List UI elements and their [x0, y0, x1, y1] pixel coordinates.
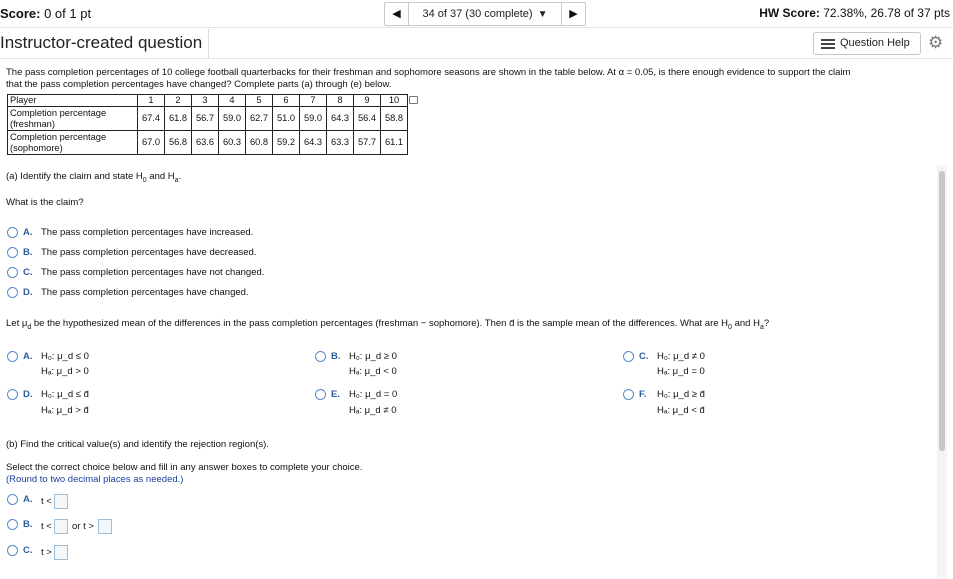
critical-option-c-radio[interactable]	[7, 545, 18, 556]
list-icon	[821, 39, 835, 49]
critical-b-lower-input[interactable]	[54, 519, 68, 534]
sophomore-cell: 63.6	[192, 131, 219, 155]
hyp-option-f-h0: H₀: μ_d ≥ d̄	[657, 389, 705, 400]
hyp-option-e-h0: H₀: μ_d = 0	[349, 389, 398, 400]
freshman-label: Completion percentage (freshman)	[8, 107, 138, 131]
claim-option-d-letter: D.	[23, 287, 33, 298]
part-b-rounding-note: (Round to two decimal places as needed.)	[6, 474, 184, 485]
claim-option-d-text: The pass completion percentages have changed.	[41, 287, 249, 298]
hyp-option-e-ha: Hₐ: μ_d ≠ 0	[349, 405, 397, 416]
freshman-cell: 59.0	[219, 107, 246, 131]
claim-option-c-letter: C.	[23, 267, 33, 278]
freshman-cell: 59.0	[300, 107, 327, 131]
freshman-cell: 64.3	[327, 107, 354, 131]
top-bar	[0, 0, 953, 28]
hyp-option-f-letter: F.	[639, 389, 647, 400]
sophomore-cell: 60.8	[246, 131, 273, 155]
critical-option-a-text: t <	[41, 496, 52, 507]
claim-option-c-text: The pass completion percentages have not changed.	[41, 267, 265, 278]
hyp-option-a-ha: Hₐ: μ_d > 0	[41, 366, 89, 377]
critical-option-b-text-2: or t >	[72, 521, 94, 532]
critical-option-b-radio[interactable]	[7, 519, 18, 530]
hyp-option-e-letter: E.	[331, 389, 340, 400]
player-cell: 5	[246, 95, 273, 107]
player-cell: 4	[219, 95, 246, 107]
player-cell: 1	[138, 95, 165, 107]
sophomore-cell: 64.3	[300, 131, 327, 155]
critical-option-c-letter: C.	[23, 545, 33, 556]
problem-text-line-1: The pass completion percentages of 10 college football quarterbacks for their freshman and sophomore seasons are shown in the table below. At α = 0.05, is there enough evidence to support the claim	[6, 67, 851, 78]
gear-icon[interactable]: ⚙	[928, 33, 944, 52]
player-cell: 8	[327, 95, 354, 107]
hyp-option-b-letter: B.	[331, 351, 341, 362]
critical-a-input[interactable]	[54, 494, 68, 509]
hyp-option-f-radio[interactable]	[623, 389, 634, 400]
claim-option-a-radio[interactable]	[7, 227, 18, 238]
sophomore-cell: 61.1	[381, 131, 408, 155]
sophomore-cell: 60.3	[219, 131, 246, 155]
sophomore-cell: 56.8	[165, 131, 192, 155]
hypotheses-prompt: Let $\mu_d$ be the hypothesized mean of the differences in the pass completion percentages (freshman − sophomore). Then d̄ is the sample mean of the differences. What are $H_0$ and $H_a$?	[6, 318, 770, 331]
hyp-option-c-radio[interactable]	[623, 351, 634, 362]
hyp-option-b-ha: Hₐ: μ_d < 0	[349, 366, 397, 377]
claim-option-b-radio[interactable]	[7, 247, 18, 258]
part-b-title: (b) Find the critical value(s) and identify the rejection region(s).	[6, 439, 269, 450]
score: Score: 0 of 1 pt	[0, 6, 92, 21]
caret-down-icon: ▼	[537, 9, 548, 20]
player-cell: 2	[165, 95, 192, 107]
question-select[interactable]: 34 of 37 (30 complete) ▼	[422, 8, 548, 20]
freshman-cell: 61.8	[165, 107, 192, 131]
freshman-cell: 56.7	[192, 107, 219, 131]
hyp-option-f-ha: Hₐ: μ_d < d̄	[657, 405, 705, 416]
hyp-option-d-letter: D.	[23, 389, 33, 400]
triangle-right-icon: ▶	[569, 8, 578, 20]
hyp-option-d-ha: Hₐ: μ_d > d̄	[41, 405, 89, 416]
hw-score: HW Score: 72.38%, 26.78 of 37 pts	[759, 6, 950, 20]
critical-option-a-letter: A.	[23, 494, 33, 505]
hyp-option-c-h0: H₀: μ_d ≠ 0	[657, 351, 705, 362]
hyp-option-a-letter: A.	[23, 351, 33, 362]
sophomore-label: Completion percentage (sophomore)	[8, 131, 138, 155]
freshman-cell: 58.8	[381, 107, 408, 131]
question-help-button[interactable]: Question Help	[813, 32, 921, 55]
question-title: Instructor-created question	[0, 29, 209, 58]
sophomore-cell: 59.2	[273, 131, 300, 155]
claim-option-a-letter: A.	[23, 227, 33, 238]
freshman-cell: 62.7	[246, 107, 273, 131]
hyp-option-b-h0: H₀: μ_d ≥ 0	[349, 351, 397, 362]
sophomore-cell: 67.0	[138, 131, 165, 155]
sophomore-cell: 63.3	[327, 131, 354, 155]
part-a-prompt: (a) Identify the claim and state $H_0$ and $H_a$.	[6, 171, 182, 184]
copy-icon[interactable]	[409, 96, 418, 104]
player-cell: 3	[192, 95, 219, 107]
part-b-instructions: Select the correct choice below and fill in any answer boxes to complete your choice.	[6, 462, 363, 473]
next-question-button[interactable]	[561, 3, 585, 25]
claim-option-b-text: The pass completion percentages have decreased.	[41, 247, 257, 258]
hyp-option-d-h0: H₀: μ_d ≤ d̄	[41, 389, 89, 400]
player-cell: 7	[300, 95, 327, 107]
hyp-option-c-letter: C.	[639, 351, 649, 362]
previous-question-button[interactable]	[385, 3, 409, 25]
hyp-option-b-radio[interactable]	[315, 351, 326, 362]
data-table	[7, 94, 408, 155]
critical-option-a-radio[interactable]	[7, 494, 18, 505]
claim-option-d-radio[interactable]	[7, 287, 18, 298]
freshman-cell: 51.0	[273, 107, 300, 131]
critical-option-c-text: t >	[41, 547, 52, 558]
player-cell: 10	[381, 95, 408, 107]
hyp-option-a-h0: H₀: μ_d ≤ 0	[41, 351, 89, 362]
hyp-option-e-radio[interactable]	[315, 389, 326, 400]
hyp-option-c-ha: Hₐ: μ_d = 0	[657, 366, 705, 377]
hyp-option-d-radio[interactable]	[7, 389, 18, 400]
critical-c-input[interactable]	[54, 545, 68, 560]
problem-text-line-2: that the pass completion percentages have changed? Complete parts (a) through (e) below.	[6, 79, 392, 90]
sophomore-cell: 57.7	[354, 131, 381, 155]
critical-option-b-text-1: t <	[41, 521, 52, 532]
question-navigator	[384, 2, 586, 26]
scrollbar-thumb[interactable]	[939, 171, 945, 451]
hyp-option-a-radio[interactable]	[7, 351, 18, 362]
critical-option-b-letter: B.	[23, 519, 33, 530]
question-bar	[0, 29, 953, 59]
freshman-cell: 67.4	[138, 107, 165, 131]
player-cell: 6	[273, 95, 300, 107]
claim-option-b-letter: B.	[23, 247, 33, 258]
triangle-left-icon: ◀	[392, 8, 401, 20]
critical-b-upper-input[interactable]	[98, 519, 112, 534]
freshman-cell: 56.4	[354, 107, 381, 131]
claim-question: What is the claim?	[6, 197, 84, 208]
header-label: Player	[8, 95, 138, 107]
claim-option-c-radio[interactable]	[7, 267, 18, 278]
claim-option-a-text: The pass completion percentages have increased.	[41, 227, 254, 238]
player-cell: 9	[354, 95, 381, 107]
